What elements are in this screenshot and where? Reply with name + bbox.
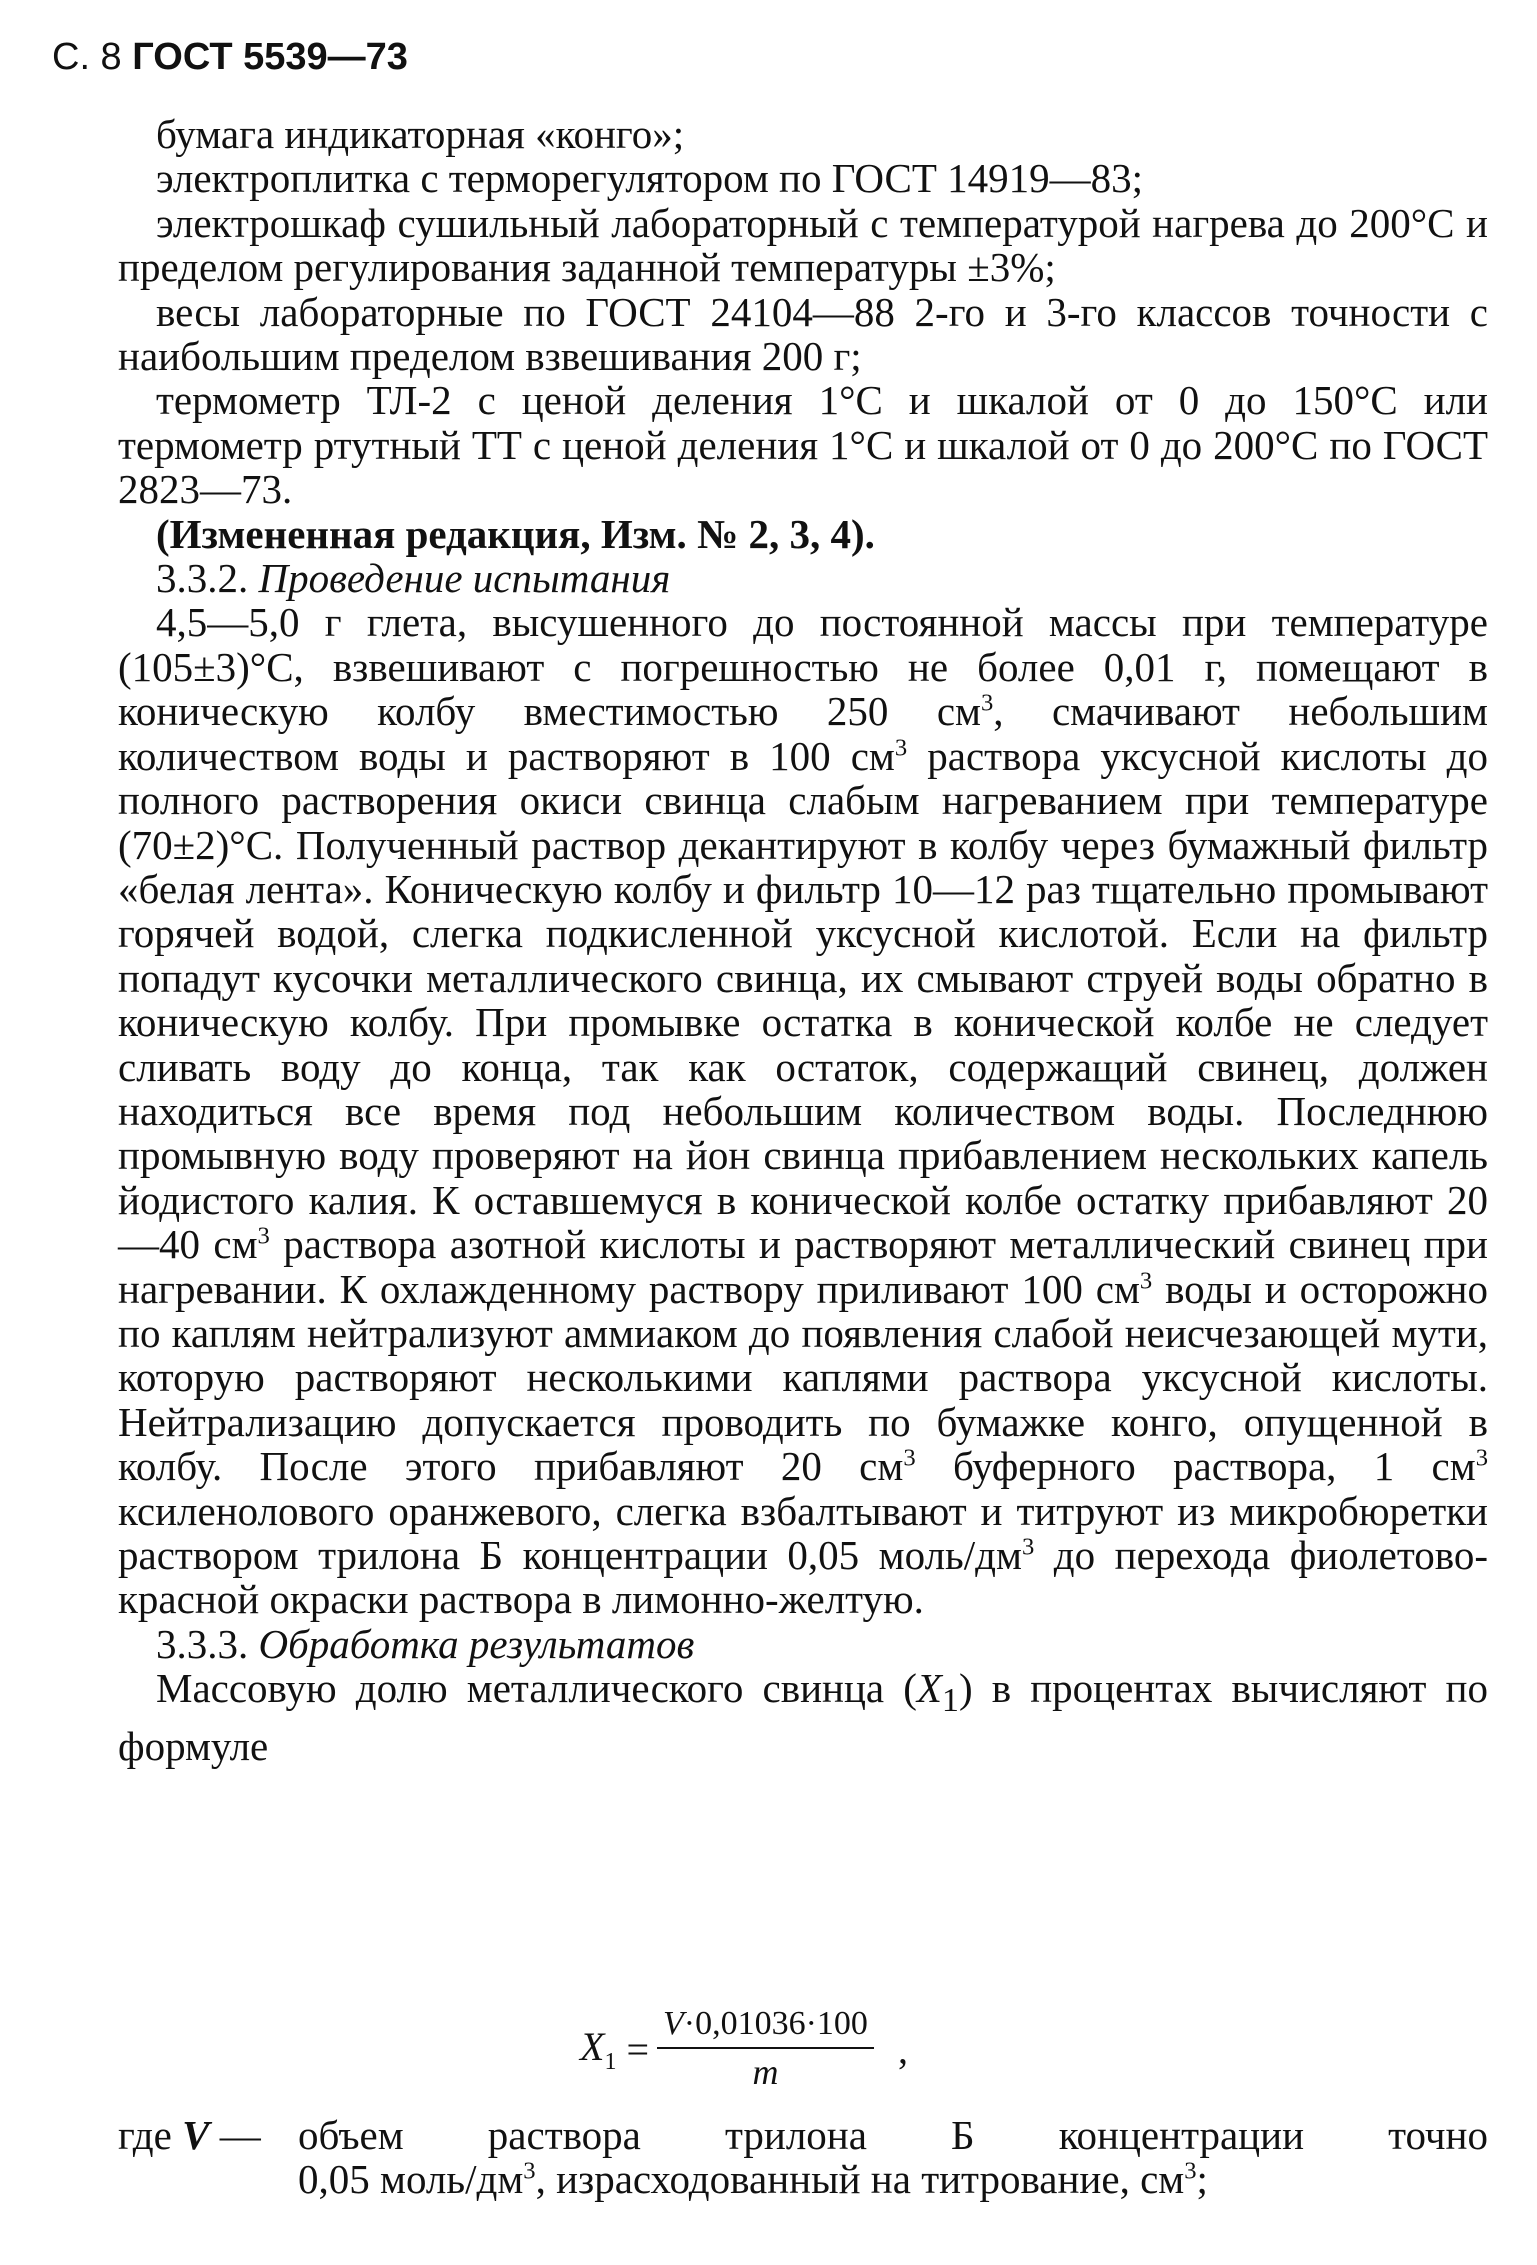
list-item: электроплитка с терморегулятором по ГОСТ 14919—83; bbox=[156, 155, 1144, 202]
list-item: термометр ТЛ-2 с ценой деления 1°С и шкалой от 0 до 150°С или термометр ртутный ТТ с ценой деления 1°С и шкалой от 0 до 200°С по ГОСТ 2823—73. bbox=[118, 377, 1488, 513]
results-paragraph bbox=[118, 1666, 1488, 1768]
list-item: бумага индикаторная «конго»; bbox=[156, 111, 685, 157]
section-title: Проведение испытания bbox=[258, 555, 671, 602]
text-run: ксиленолового оранжевого, слегка взбалтывают и титруют из микробюретки раствором трилона Б концентрации 0,05 моль/дм bbox=[118, 1487, 1488, 1578]
variable: X bbox=[580, 2023, 605, 2069]
superscript: 3 bbox=[980, 689, 994, 717]
document-body bbox=[118, 112, 1488, 1768]
formula bbox=[580, 2005, 908, 2093]
superscript: 3 bbox=[1475, 1444, 1488, 1472]
superscript: 3 bbox=[1139, 1266, 1153, 1294]
superscript: 3 bbox=[903, 1444, 916, 1472]
text-run: раствора азотной кислоты и растворяют металлический свинец при нагревании. К охлажденному раствору приливают 100 см bbox=[118, 1221, 1488, 1312]
text-run: воды и осторожно по каплям нейтрализуют аммиаком до появления слабой неисчезающей мути, которую растворяют несколькими каплями раствора уксусной кислоты. Нейтрализацию допускается проводить по бумажке конго, опущенной в колбу. После этого прибавляют 20 см bbox=[118, 1265, 1488, 1490]
variable: V bbox=[663, 2005, 684, 2042]
text-run: Массовую долю металлического свинца ( bbox=[156, 1665, 917, 1712]
section-number: 3.3.2. bbox=[156, 555, 249, 602]
superscript: 3 bbox=[894, 734, 908, 762]
denominator: m bbox=[752, 2052, 779, 2092]
subscript: 1 bbox=[604, 2048, 617, 2075]
definition-text: объем раствора трилона Б концентрации точно bbox=[298, 2112, 1488, 2158]
superscript: 3 bbox=[523, 2157, 536, 2185]
list-item: весы лабораторные по ГОСТ 24104—88 2-го и 3-го классов точности с наибольшим пределом взвешивания 200 г; bbox=[118, 288, 1488, 380]
text-run: ; bbox=[1196, 2156, 1208, 2202]
text-run: раствора уксусной кислоты до полного растворения окиси свинца слабым нагреванием при температуре (70±2)°С. Полученный раствор декантируют в колбу через бумажный фильтр «белая лента». Коническую колбу и фильтр 10—12 раз тщательно промывают горячей водой, слегка подкисленной уксусной кислотой. Если на фильтр попадут кусочки металлического свинца, их смывают струей воды обратно в коническую колбу. При промывке остатка в конической колбе не следует сливать воду до конца, так как остаток, содержащий свинец, должен находиться все время под небольшим количеством воды. Последнюю промывную воду проверяют на йон свинца прибавлением нескольких капель йодистого калия. К оставшемуся в конической колбе остатку прибавляют 20—40 см bbox=[118, 732, 1489, 1268]
superscript: 3 bbox=[1021, 1533, 1035, 1561]
text-run: 0,05 моль/дм bbox=[298, 2156, 524, 2202]
text-run: , израсходованный на титрование, см bbox=[535, 2156, 1185, 2202]
procedure-paragraph bbox=[118, 600, 1488, 1621]
text-run: , смачивают небольшим количеством воды и растворяют в 100 см bbox=[118, 688, 1488, 779]
formula-comma: , bbox=[897, 2026, 908, 2072]
standard-code: ГОСТ 5539—73 bbox=[132, 36, 408, 78]
variable-definitions bbox=[118, 2113, 1488, 2201]
fraction bbox=[657, 2005, 874, 2093]
variable: V bbox=[182, 2112, 210, 2158]
definition-continuation bbox=[118, 2157, 1488, 2201]
text-run: 4,5—5,0 г глета, высушенного до постоянной массы при температуре (105±3)°С, взвешивают с погрешностью не более 0,01 г, помещают в коническую колбу вместимостью 250 см bbox=[118, 599, 1488, 735]
variable: X bbox=[916, 1665, 942, 1712]
amendment-note: (Измененная редакция, Изм. № 2, 3, 4). bbox=[156, 510, 875, 557]
text-run: до перехода фиолетово-красной окраски раствора в лимонно-желтую. bbox=[118, 1532, 1488, 1623]
dash: — bbox=[209, 2112, 261, 2158]
section-heading bbox=[118, 556, 1488, 600]
numerator bbox=[657, 2005, 874, 2047]
where-word: где bbox=[118, 2112, 172, 2158]
list-item: электрошкаф сушильный лабораторный с температурой нагрева до 200°С и пределом регулирования заданной температуры ±3%; bbox=[118, 199, 1488, 291]
page-number: С. 8 bbox=[52, 36, 122, 78]
subscript: 1 bbox=[941, 1682, 959, 1720]
section-title: Обработка результатов bbox=[258, 1620, 695, 1667]
text-run: буферного раствора, 1 см bbox=[915, 1443, 1476, 1490]
section-number: 3.3.3. bbox=[156, 1620, 249, 1667]
text-run: ) в процентах вычисляют по формуле bbox=[118, 1665, 1488, 1769]
definition-row bbox=[118, 2113, 1488, 2157]
superscript: 3 bbox=[1184, 2157, 1197, 2185]
section-heading bbox=[118, 1622, 1488, 1666]
numerator-text: ·0,01036·100 bbox=[683, 2005, 868, 2042]
superscript: 3 bbox=[257, 1222, 270, 1250]
page-header bbox=[52, 36, 408, 79]
equals-sign: = bbox=[626, 2026, 649, 2072]
formula-lhs bbox=[580, 2023, 616, 2076]
definition-label bbox=[118, 2113, 298, 2157]
